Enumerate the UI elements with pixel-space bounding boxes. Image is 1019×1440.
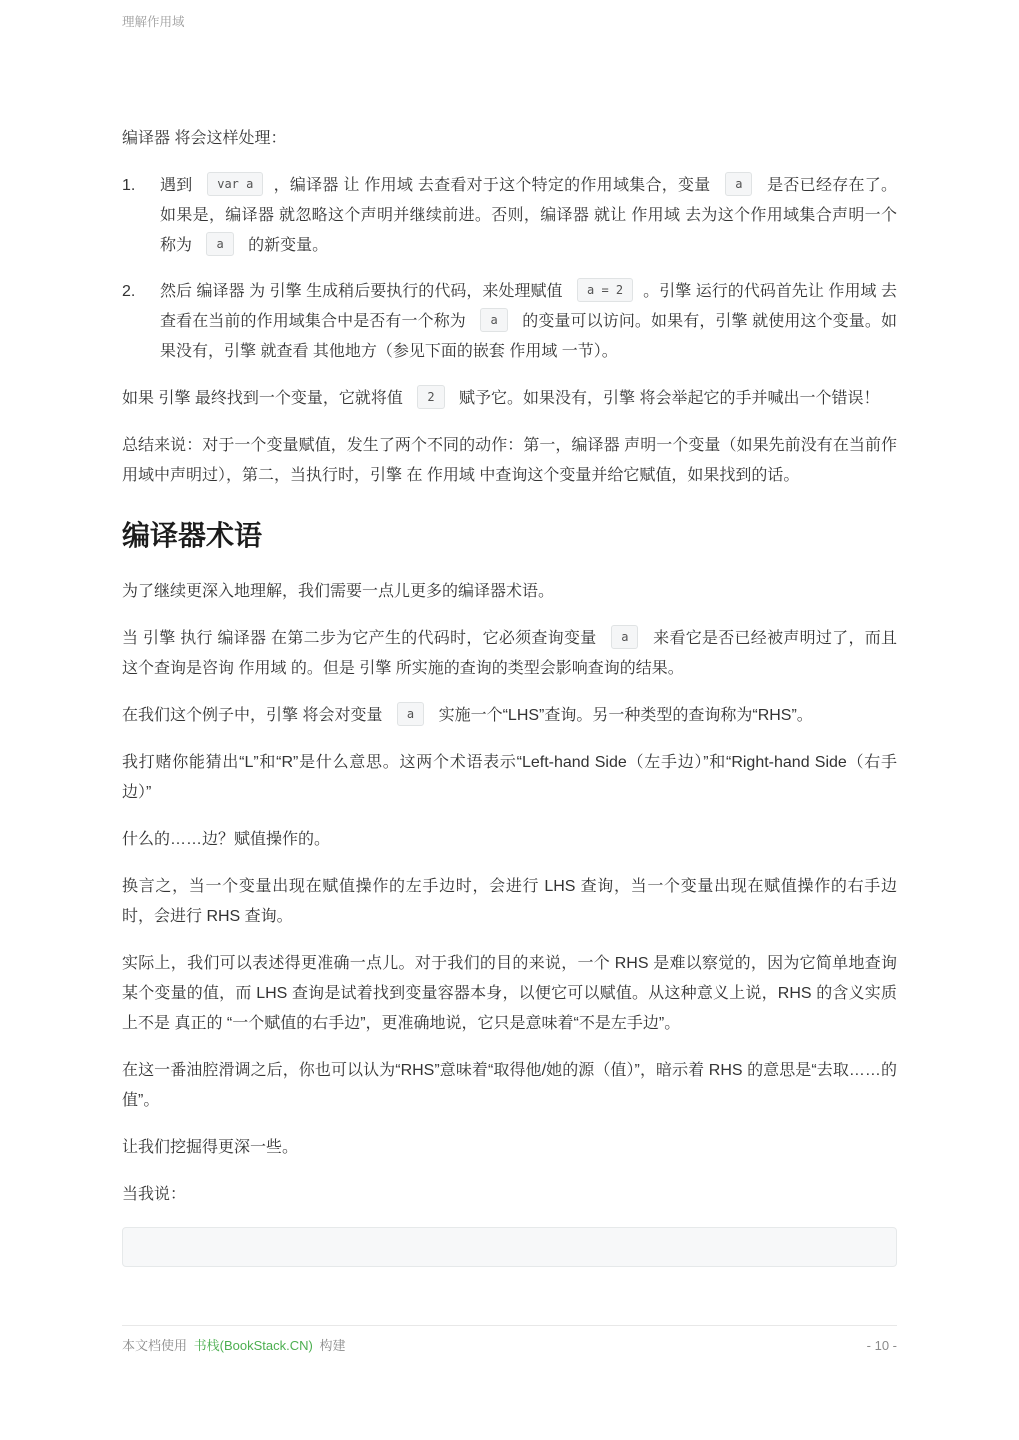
- paragraph: 换言之，当一个变量出现在赋值操作的左手边时，会进行 LHS 查询，当一个变量出现在赋值操作的右手边时，会进行 RHS 查询。: [122, 878, 897, 925]
- running-header-title: 理解作用域: [122, 15, 185, 29]
- paragraph: 让我们挖掘得更深一些。: [122, 1139, 299, 1156]
- list-item: [122, 277, 897, 367]
- footer-text-suffix: 构建: [315, 1338, 346, 1353]
- inline-code: a: [397, 702, 424, 726]
- paragraph: 为了继续更深入地理解，我们需要一点儿更多的编译器术语。: [122, 583, 555, 600]
- paragraph: 总结来说：对于一个变量赋值，发生了两个不同的动作：第一，编译器 声明一个变量（如果先前没有在当前作用域中声明过），第二，当执行时，引擎 在 作用域 中查询这个变量并给它赋值，如果找到的话。: [122, 437, 897, 484]
- page-number: - 10 -: [866, 1338, 897, 1353]
- list-item-number: 2.: [122, 283, 136, 300]
- paragraph: 我打赌你能猜出“L”和“R”是什么意思。这两个术语表示“Left-hand Side（左手边）”和“Right-hand Side（右手边）”: [122, 754, 897, 801]
- footer-attribution: [122, 1337, 345, 1355]
- list-item-text: 遇到 var a ，编译器 让 作用域 去查看对于这个特定的作用域集合，变量 a 是否已经存在了。如果是，编译器 就忽略这个声明并继续前进。否则，编译器 就让 作用域 去为这个作用域集合声明一个称为 a 的新变量。: [160, 171, 897, 261]
- list-item-text: 然后 编译器 为 引擎 生成稍后要执行的代码，来处理赋值 a = 2 。引擎 运行的代码首先让 作用域 去查看在当前的作用域集合中是否有一个称为 a 的变量可以访问。如果有，引擎 就使用这个变量。如果没有，引擎 就查看 其他地方（参见下面的嵌套 作用域 一节）。: [160, 277, 897, 367]
- paragraph: 编译器 将会这样处理：: [122, 130, 287, 147]
- bookstack-link[interactable]: 书栈(BookStack.CN): [193, 1338, 313, 1353]
- inline-code: a = 2: [577, 278, 633, 302]
- code-block-partial: [122, 1227, 897, 1267]
- section-heading: 编译器术语: [122, 520, 263, 551]
- paragraph: 当我说：: [122, 1186, 187, 1203]
- running-header: [122, 14, 897, 30]
- inline-code: a: [206, 232, 233, 256]
- ordered-list: [122, 171, 897, 367]
- content-blocks: [122, 0, 897, 1325]
- inline-code: a: [611, 625, 638, 649]
- footer-text-prefix: 本文档使用: [122, 1338, 191, 1353]
- list-item-number: 1.: [122, 177, 136, 194]
- page-footer: [122, 1325, 897, 1355]
- paragraph: 在我们这个例子中，引擎 将会对变量 a 实施一个“LHS”查询。另一种类型的查询称为“RHS”。: [122, 701, 897, 731]
- inline-code: 2: [417, 385, 444, 409]
- paragraph: 在这一番油腔滑调之后，你也可以认为“RHS”意味着“取得他/她的源（值）”，暗示着 RHS 的意思是“去取……的值”。: [122, 1062, 897, 1109]
- paragraph: 实际上，我们可以表述得更准确一点儿。对于我们的目的来说，一个 RHS 是难以察觉的，因为它简单地查询某个变量的值，而 LHS 查询是试着找到变量容器本身，以便它可以赋值。从这种意义上说，RHS 的含义实质上不是 真正的 “一个赋值的右手边”，更准确地说，它只是意味着“不是左手边”。: [122, 955, 897, 1032]
- inline-code: var a: [207, 172, 263, 196]
- paragraph: 什么的……边？赋值操作的。: [122, 831, 331, 848]
- list-item: [122, 171, 897, 261]
- inline-code: a: [725, 172, 752, 196]
- paragraph: 如果 引擎 最终找到一个变量，它就将值 2 赋予它。如果没有，引擎 将会举起它的手并喊出一个错误！: [122, 384, 897, 414]
- inline-code: a: [480, 308, 507, 332]
- paragraph: 当 引擎 执行 编译器 在第二步为它产生的代码时，它必须查询变量 a 来看它是否已经被声明过了，而且这个查询是咨询 作用域 的。但是 引擎 所实施的查询的类型会影响查询的结果。: [122, 624, 897, 684]
